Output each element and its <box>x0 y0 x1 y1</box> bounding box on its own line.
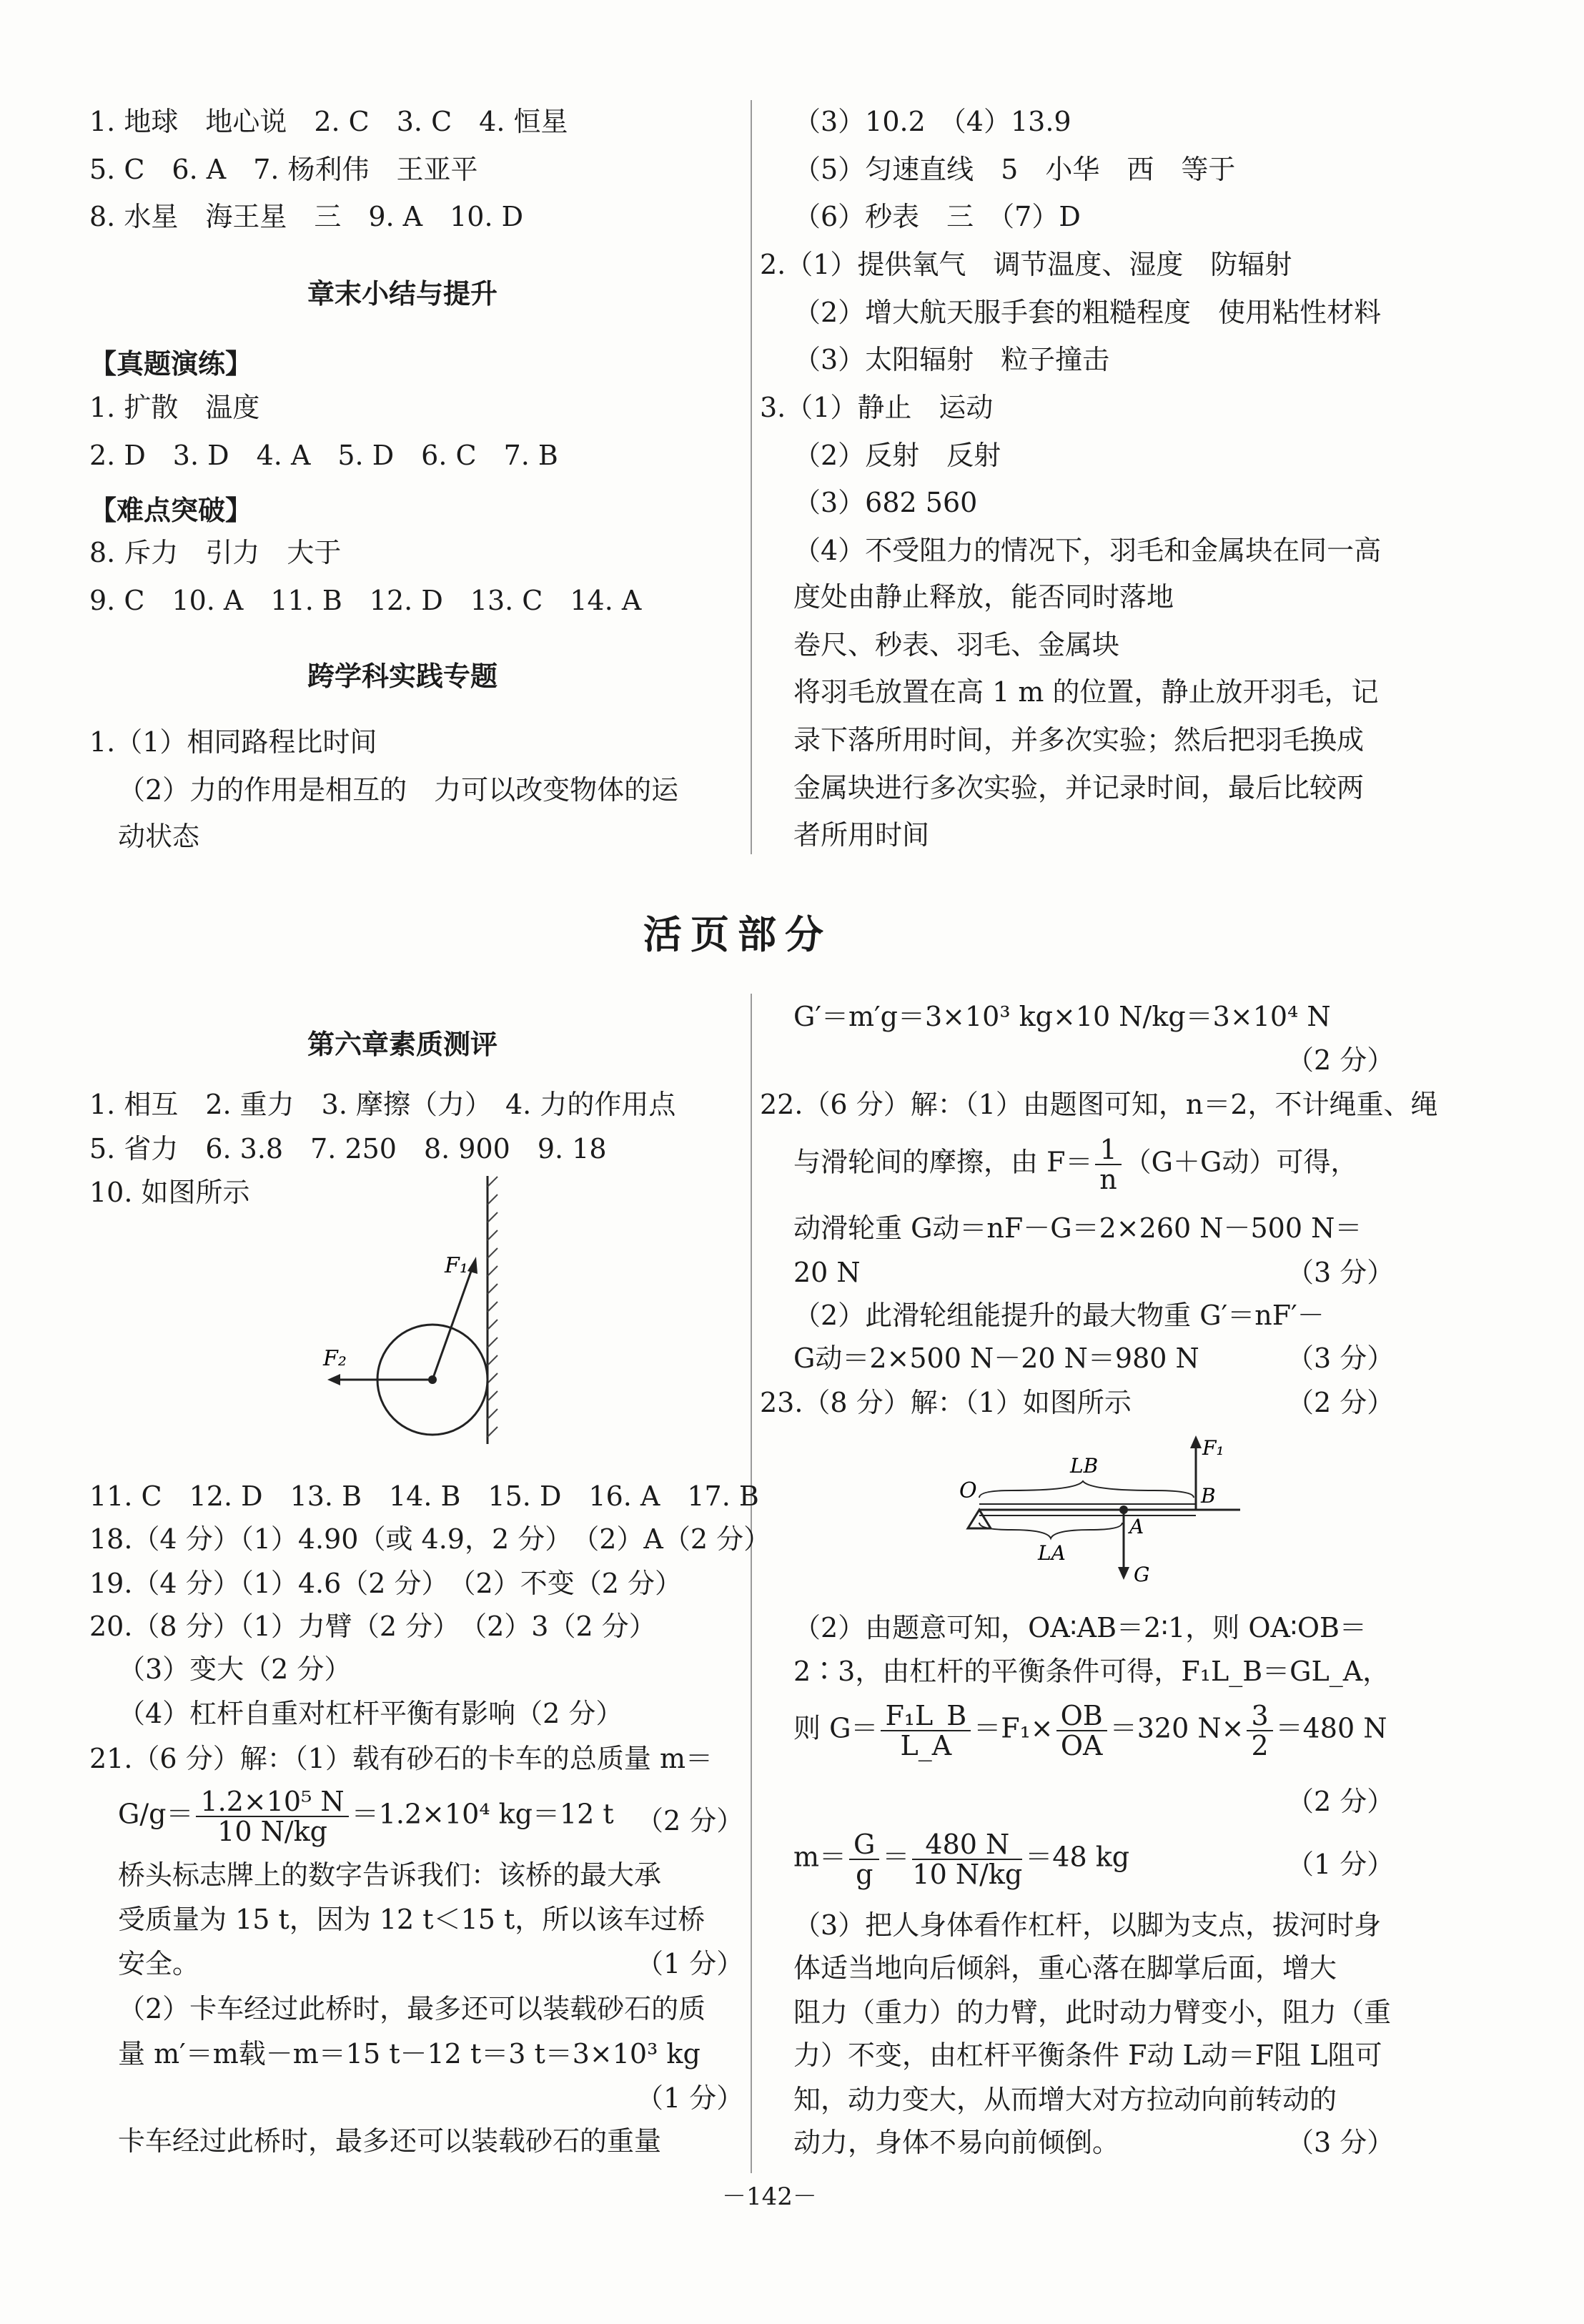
answer-line: （2）由题意可知，OA∶AB＝2∶1，则 OA∶OB＝ <box>793 1612 1367 1643</box>
fraction <box>1095 1135 1121 1194</box>
answer-line: 9. C 10. A 11. B 12. D 13. C 14. A <box>89 585 642 616</box>
score: （2 分） <box>1287 1387 1395 1418</box>
answer-line: （3）10.2 （4）13.9 <box>793 106 1071 137</box>
answer-line: 10. 如图所示 <box>89 1177 250 1208</box>
numerator: G <box>849 1830 879 1860</box>
denominator: 2 <box>1251 1730 1269 1761</box>
formula-part: 与滑轮间的摩擦，由 F＝ <box>793 1146 1093 1178</box>
answer-line: 动力，身体不易向前倾倒。 <box>793 2127 1120 2158</box>
numerator: 480 N <box>912 1830 1022 1860</box>
score: （3 分） <box>1287 1257 1395 1288</box>
answer-line: 金属块进行多次实验，并记录时间，最后比较两 <box>793 772 1365 803</box>
a-label: A <box>1129 1515 1144 1538</box>
answer-line: 动状态 <box>118 821 200 852</box>
answer-line: 安全。 <box>118 1948 200 1979</box>
formula-part: m＝ <box>793 1841 847 1873</box>
section-heading: 跨学科实践专题 <box>307 661 498 692</box>
answer-line: （2）增大航天服手套的粗糙程度 使用粘性材料 <box>793 297 1382 328</box>
answer-line: 量 m′＝m载－m＝15 t－12 t＝3 t＝3×10³ kg <box>118 2038 701 2070</box>
answer-line: （2）反射 反射 <box>793 440 1001 471</box>
answer-line: 1. 相互 2. 重力 3. 摩擦（力） 4. 力的作用点 <box>89 1089 676 1120</box>
answer-line: （3）682 560 <box>793 487 978 518</box>
denominator: L_A <box>900 1730 952 1761</box>
numerator: 3 <box>1247 1701 1272 1731</box>
answer-line: 8. 斥力 引力 大于 <box>89 537 342 568</box>
fraction <box>912 1830 1022 1889</box>
score: （1 分） <box>636 1948 744 1979</box>
answer-line: （4）不受阻力的情况下，羽毛和金属块在同一高 <box>793 535 1382 566</box>
answer-line: （6）秒表 三 （7）D <box>793 201 1081 232</box>
answer-line: 19.（4 分）（1）4.6（2 分） （2）不变（2 分） <box>89 1568 682 1599</box>
answer-line: （4）杠杆自重对杠杆平衡有影响（2 分） <box>118 1698 623 1729</box>
answer-line: 5. C 6. A 7. 杨利伟 王亚平 <box>89 154 478 185</box>
answer-line: 5. 省力 6. 3.8 7. 250 8. 900 9. 18 <box>89 1133 607 1165</box>
numerator: 1 <box>1095 1135 1121 1165</box>
answer-line: 20.（8 分）（1）力臂（2 分） （2）3（2 分） <box>89 1611 656 1642</box>
fraction <box>196 1787 348 1846</box>
answer-line: （3）变大（2 分） <box>118 1653 352 1685</box>
formula-part: ＝F₁× <box>974 1712 1054 1744</box>
b-label: B <box>1201 1484 1216 1508</box>
answer-line: （3）太阳辐射 粒子撞击 <box>793 344 1110 375</box>
answer-line: （3）把人身体看作杠杆，以脚为支点，拔河时身 <box>793 1909 1382 1941</box>
formula-part: G/g＝ <box>118 1798 194 1830</box>
formula-part: ＝320 N× <box>1109 1712 1244 1744</box>
fraction <box>881 1701 971 1760</box>
answer-line: 受质量为 15 t，因为 12 t＜15 t，所以该车过桥 <box>118 1904 706 1935</box>
answer-line: 阻力（重力）的力臂，此时动力臂变小，阻力（重 <box>793 1997 1392 2028</box>
column-divider <box>751 994 752 2173</box>
denominator: g <box>856 1859 873 1890</box>
subsection-heading: 【真题演练】 <box>89 348 253 380</box>
answer-line: 卡车经过此桥时，最多还可以装载砂石的重量 <box>118 2125 662 2157</box>
lb-label: LB <box>1070 1454 1099 1478</box>
answer-line: （2）力的作用是相互的 力可以改变物体的运 <box>118 774 679 806</box>
answer-line: 3.（1）静止 运动 <box>760 392 994 423</box>
subsection-heading: 【难点突破】 <box>89 495 253 526</box>
answer-line: 11. C 12. D 13. B 14. B 15. D 16. A 17. B <box>89 1480 759 1512</box>
answer-line: （2）此滑轮组能提升的最大物重 G′＝nF′－ <box>793 1300 1325 1331</box>
answer-line: G′＝m′g＝3×10³ kg×10 N/kg＝3×10⁴ N <box>793 1001 1331 1032</box>
g-label: G <box>1134 1563 1150 1586</box>
force-diagram <box>307 1172 515 1451</box>
lever-diagram <box>958 1430 1258 1594</box>
answer-line: 1. 扩散 温度 <box>89 392 260 423</box>
fraction <box>1056 1701 1107 1760</box>
page-number: －142－ <box>722 2182 817 2211</box>
denominator: 10 N/kg <box>912 1859 1023 1890</box>
formula-part: ＝1.2×10⁴ kg＝12 t <box>351 1798 614 1830</box>
formula-part: ＝48 kg <box>1025 1841 1130 1873</box>
answer-line: 22.（6 分）解：（1）由题图可知，n＝2，不计绳重、绳 <box>760 1089 1438 1120</box>
numerator: 1.2×10⁵ N <box>196 1787 348 1817</box>
score: （3 分） <box>1287 2127 1395 2158</box>
answer-line: 桥头标志牌上的数字告诉我们：该桥的最大承 <box>118 1859 662 1891</box>
section-heading: 第六章素质测评 <box>307 1029 498 1060</box>
formula-line <box>118 1787 614 1846</box>
f1-label: F₁ <box>445 1253 468 1278</box>
answer-line: 21.（6 分）解：（1）载有砂石的卡车的总质量 m＝ <box>89 1743 713 1774</box>
denominator: n <box>1099 1164 1117 1195</box>
score: （1 分） <box>636 2082 744 2114</box>
answer-line: 2. D 3. D 4. A 5. D 6. C 7. B <box>89 440 558 471</box>
section-title: 活页部分 <box>643 911 832 957</box>
formula-line <box>793 1701 1387 1760</box>
answer-line: 将羽毛放置在高 1 m 的位置，静止放开羽毛，记 <box>793 676 1379 708</box>
score: （2 分） <box>1287 1786 1395 1817</box>
score: （3 分） <box>1287 1343 1395 1374</box>
column-divider <box>751 100 752 854</box>
formula-line <box>793 1830 1129 1889</box>
fraction <box>1247 1701 1272 1760</box>
answer-line: 23.（8 分）解：（1）如图所示 <box>760 1387 1132 1418</box>
answer-line: 2∶3，由杠杆的平衡条件可得，F₁L_B＝GL_A， <box>793 1656 1390 1687</box>
score: （1 分） <box>1287 1849 1395 1880</box>
answer-line: 1.（1）相同路程比时间 <box>89 726 377 758</box>
formula-part: ＝480 N <box>1275 1712 1387 1744</box>
answer-line: （5）匀速直线 5 小华 西 等于 <box>793 154 1236 185</box>
numerator: OB <box>1056 1701 1107 1731</box>
answer-line: 力）不变，由杠杆平衡条件 F动 L动＝F阻 L阻可 <box>793 2039 1382 2071</box>
formula-line <box>793 1135 1357 1194</box>
answer-line: 体适当地向后倾斜，重心落在脚掌后面，增大 <box>793 1952 1337 1984</box>
answer-line: 2.（1）提供氧气 调节温度、湿度 防辐射 <box>760 249 1292 280</box>
numerator: F₁L_B <box>881 1701 971 1731</box>
answer-line: 知，动力变大，从而增大对方拉动向前转动的 <box>793 2084 1337 2115</box>
formula-part: （G＋G动）可得， <box>1124 1146 1358 1178</box>
formula-part: ＝ <box>882 1841 910 1873</box>
score: （2 分） <box>1287 1044 1395 1076</box>
score: （2 分） <box>636 1805 744 1836</box>
answer-line: G动＝2×500 N－20 N＝980 N <box>793 1343 1199 1374</box>
answer-line: 8. 水星 海王星 三 9. A 10. D <box>89 201 524 232</box>
answer-line: （2）卡车经过此桥时，最多还可以装载砂石的质 <box>118 1993 706 2024</box>
answer-line: 18.（4 分）（1）4.90（或 4.9，2 分） （2）A（2 分） <box>89 1523 771 1555</box>
answer-line: 20 N <box>793 1257 861 1288</box>
section-heading: 章末小结与提升 <box>307 278 498 310</box>
answer-line: 者所用时间 <box>793 819 930 851</box>
fraction <box>849 1830 879 1889</box>
f1-label: F₁ <box>1202 1436 1224 1460</box>
f2-label: F₂ <box>323 1346 347 1371</box>
answer-line: 度处由静止释放，能否同时落地 <box>793 581 1174 613</box>
la-label: LA <box>1038 1541 1066 1565</box>
formula-part: 则 G＝ <box>793 1712 878 1744</box>
answer-line: 动滑轮重 G动＝nF－G＝2×260 N－500 N＝ <box>793 1212 1362 1244</box>
denominator: 10 N/kg <box>217 1816 327 1847</box>
answer-line: 卷尺、秒表、羽毛、金属块 <box>793 629 1120 661</box>
answer-line: 录下落所用时间，并多次实验；然后把羽毛换成 <box>793 724 1365 756</box>
o-label: O <box>959 1478 977 1503</box>
denominator: OA <box>1060 1730 1103 1761</box>
answer-line: 1. 地球 地心说 2. C 3. C 4. 恒星 <box>89 106 568 137</box>
